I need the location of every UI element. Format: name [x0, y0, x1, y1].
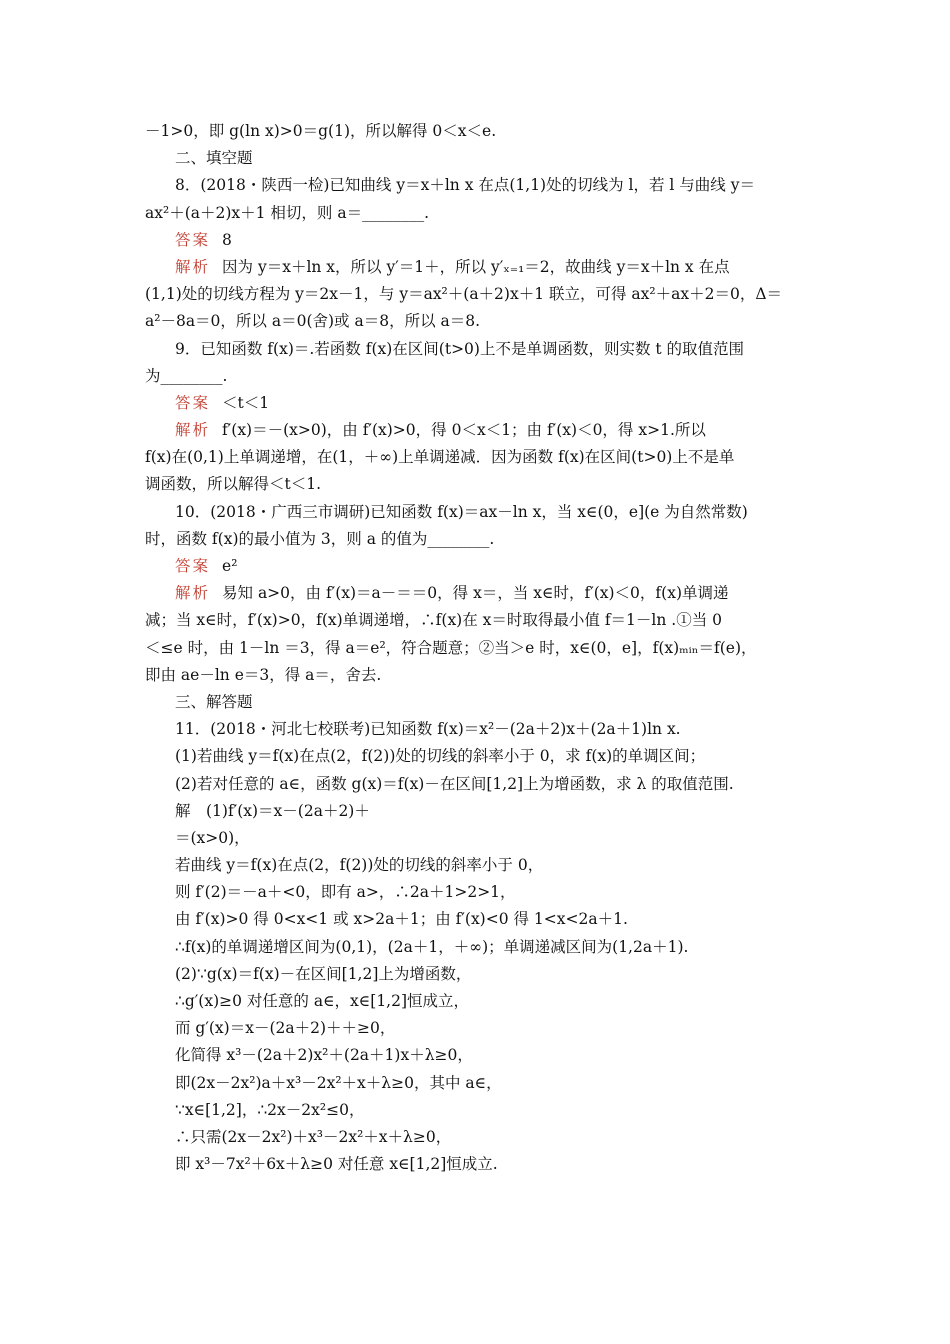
- line-text: 为________.: [145, 366, 228, 385]
- text-line: [145, 417, 825, 444]
- answer-label: 解析: [175, 257, 211, 276]
- text-line: [145, 254, 825, 281]
- line-text: 二、填空题: [175, 149, 253, 168]
- text-line: [145, 1015, 825, 1042]
- text-line: [145, 798, 825, 825]
- line-text: (2)若对任意的 a∈，函数 g(x)＝f(x)－在区间[1,2]上为增函数，求 λ 的取值范围.: [175, 774, 734, 793]
- text-line: [145, 118, 825, 145]
- text-line: [145, 1124, 825, 1151]
- text-line: [145, 1151, 825, 1178]
- text-line: [145, 444, 825, 471]
- text-line: [145, 825, 825, 852]
- line-text: f(x)在(0,1)上单调递增，在(1，＋∞)上单调递减．因为函数 f(x)在区间(t>0)上不是单: [145, 448, 735, 467]
- text-line: [145, 961, 825, 988]
- text-line: [145, 499, 825, 526]
- line-text: 11．(2018・河北七校联考)已知函数 f(x)＝x²－(2a＋2)x＋(2a＋1)ln x.: [175, 720, 681, 739]
- answer-label: 解析: [175, 584, 211, 603]
- text-line: [145, 580, 825, 607]
- text-line: [145, 1097, 825, 1124]
- answer-label: 答案: [175, 230, 211, 249]
- text-line: [145, 1070, 825, 1097]
- line-text: 化简得 x³－(2a＋2)x²＋(2a＋1)x＋λ≥0，: [175, 1046, 473, 1065]
- line-text: 时，函数 f(x)的最小值为 3，则 a 的值为________.: [145, 529, 495, 548]
- line-text: ∴g′(x)≥0 对任意的 a∈，x∈[1,2]恒成立，: [175, 992, 470, 1010]
- text-line: [145, 281, 825, 308]
- text-line: [145, 308, 825, 335]
- line-text: (2)∵g(x)＝f(x)－在区间[1,2]上为增函数，: [175, 964, 472, 983]
- line-text: ＝(x>0)，: [175, 828, 250, 847]
- document-page: [145, 118, 825, 1178]
- line-text: 8．(2018・陕西一检)已知曲线 y＝x＋ln x 在点(1,1)处的切线为 l，若 l 与曲线 y＝: [175, 176, 755, 195]
- text-line: [145, 471, 825, 498]
- line-text: －1>0，即 g(ln x)>0＝g(1)，所以解得 0＜x＜e.: [145, 122, 497, 140]
- line-text: 而 g′(x)＝x－(2a＋2)＋＋≥0，: [175, 1019, 396, 1038]
- line-text: 因为 y＝x＋ln x，所以 y′＝1＋，所以 y′ₓ₌₁＝2，故曲线 y＝x＋ln x 在点: [222, 257, 730, 276]
- answer-label: 解析: [175, 421, 211, 440]
- answer-label: 答案: [175, 557, 211, 575]
- text-line: [145, 743, 825, 770]
- text-line: [145, 172, 825, 199]
- text-line: [145, 553, 825, 580]
- line-text: (1)若曲线 y＝f(x)在点(2，f(2))处的切线的斜率小于 0，求 f(x)的单调区间；: [175, 747, 706, 766]
- line-text: 9．已知函数 f(x)＝.若函数 f(x)在区间(t>0)上不是单调函数，则实数 t 的取值范围: [175, 339, 745, 358]
- text-line: [145, 390, 825, 417]
- text-line: [145, 662, 825, 689]
- line-text: ∵x∈[1,2]，∴2x－2x²≤0，: [175, 1100, 365, 1119]
- text-line: [145, 526, 825, 553]
- line-text: 若曲线 y＝f(x)在点(2，f(2))处的切线的斜率小于 0，: [175, 856, 544, 875]
- text-line: [145, 635, 825, 662]
- text-line: [145, 227, 825, 254]
- line-text: 减；当 x∈时，f′(x)>0，f(x)单调递增，∴f(x)在 x＝时取得最小值 f＝1－ln .①当 0: [145, 611, 723, 630]
- line-text: ＜≤e 时，由 1－ln ＝3，得 a＝e²，符合题意；②当＞e 时，x∈(0，e]，f(x)ₘᵢₙ＝f(e)，: [145, 638, 757, 657]
- line-text: ∴f(x)的单调递增区间为(0,1)，(2a＋1，＋∞)；单调递减区间为(1,2a＋1).: [175, 937, 689, 956]
- line-text: 则 f′(2)＝－a＋<0，即有 a>，∴2a＋1>2>1，: [175, 883, 516, 902]
- line-text: 即 x³－7x²＋6x＋λ≥0 对任意 x∈[1,2]恒成立.: [175, 1155, 498, 1174]
- text-line: [145, 771, 825, 798]
- line-text: 易知 a>0，由 f′(x)＝a－＝＝0，得 x＝，当 x∈时，f′(x)＜0，f(x)单调递: [222, 584, 729, 603]
- text-line: [145, 988, 825, 1015]
- line-text: 即由 ae－ln e＝3，得 a＝，舍去.: [145, 665, 382, 684]
- line-text: a²－8a＝0，所以 a＝0(舍)或 a＝8，所以 a＝8.: [145, 312, 481, 331]
- text-line: [145, 336, 825, 363]
- line-text: 由 f′(x)>0 得 0<x<1 或 x>2a＋1；由 f′(x)<0 得 1<x<2a＋1.: [175, 910, 628, 929]
- line-text: 调函数，所以解得＜t＜1.: [145, 475, 322, 494]
- text-line: [145, 879, 825, 906]
- line-text: 解 (1)f′(x)＝x－(2a＋2)＋: [175, 801, 370, 820]
- line-text: 8: [222, 230, 232, 249]
- text-line: [145, 607, 825, 634]
- text-line: [145, 689, 825, 716]
- line-text: 三、解答题: [175, 692, 253, 711]
- line-text: f′(x)＝－(x>0)，由 f′(x)>0，得 0＜x＜1；由 f′(x)＜0，得 x>1.所以: [222, 421, 706, 440]
- line-text: ＜t＜1: [222, 393, 270, 412]
- answer-label: 答案: [175, 393, 211, 412]
- text-line: [145, 852, 825, 879]
- text-line: [145, 145, 825, 172]
- text-line: [145, 363, 825, 390]
- line-text: ∴只需(2x－2x²)＋x³－2x²＋x＋λ≥0，: [175, 1127, 452, 1146]
- text-line: [145, 906, 825, 933]
- text-line: [145, 1042, 825, 1069]
- line-text: 即(2x－2x²)a＋x³－2x²＋x＋λ≥0，其中 a∈，: [175, 1073, 502, 1092]
- text-line: [145, 200, 825, 227]
- text-line: [145, 716, 825, 743]
- line-text: ax²＋(a＋2)x＋1 相切，则 a＝________.: [145, 203, 430, 222]
- line-text: e²: [222, 557, 238, 575]
- text-line: [145, 934, 825, 961]
- line-text: 10．(2018・广西三市调研)已知函数 f(x)＝ax－ln x，当 x∈(0，e](e 为自然常数): [175, 502, 748, 521]
- line-text: (1,1)处的切线方程为 y＝2x－1，与 y＝ax²＋(a＋2)x＋1 联立，可得 ax²＋ax＋2＝0，Δ＝: [145, 285, 783, 304]
